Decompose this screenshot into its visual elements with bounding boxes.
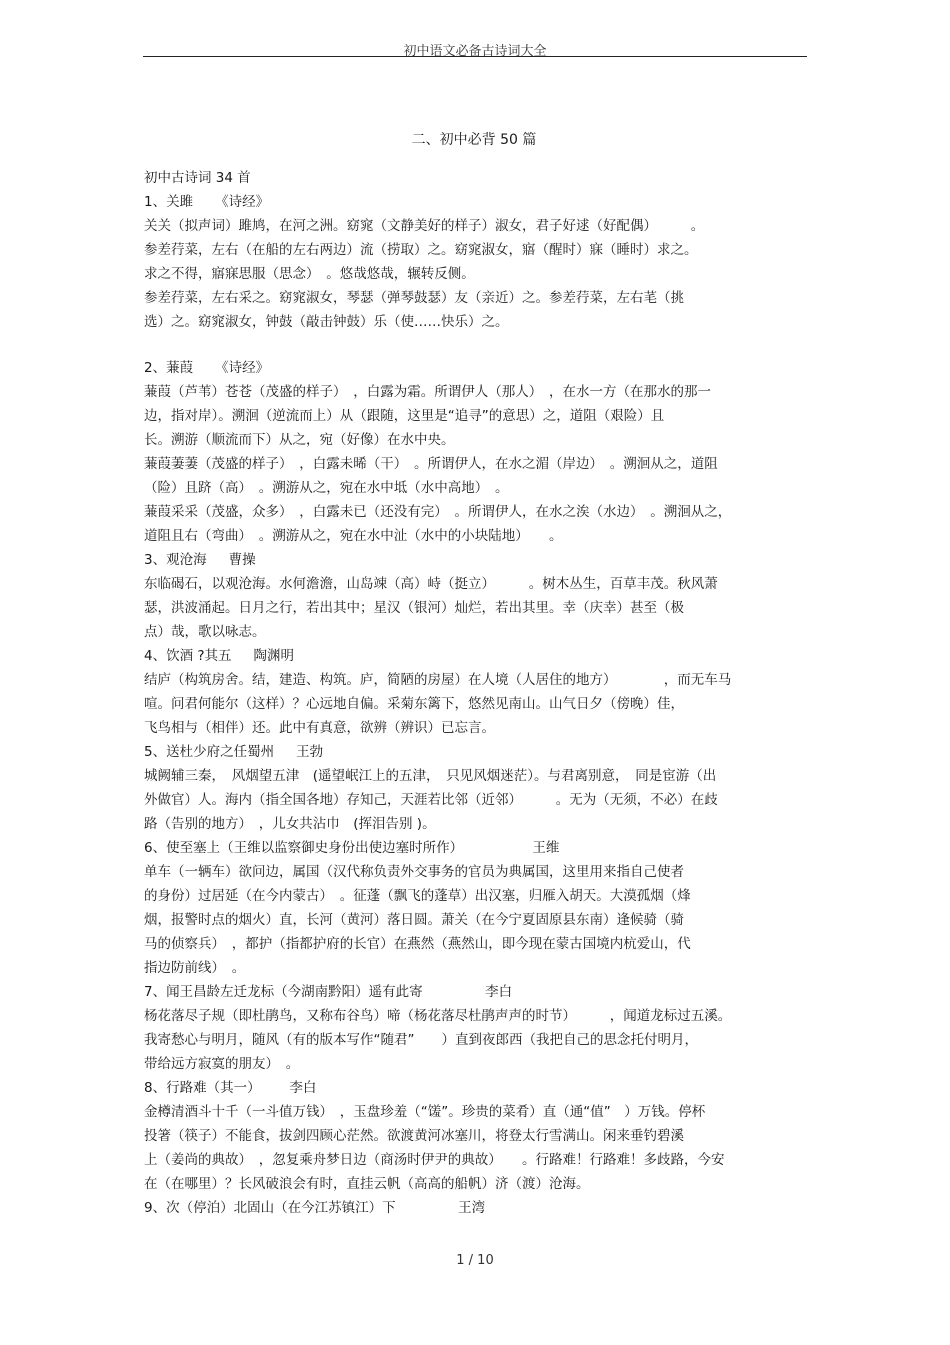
poem-heading xyxy=(144,644,804,668)
poem-line: 杨花落尽子规（即杜鹃鸟，又称布谷鸟）啼（杨花落尽杜鹃声声的时节） ，闻道龙标过五溪。 xyxy=(144,1008,732,1024)
poem-line: 瑟，洪波涌起。日月之行，若出其中；星汉（银河）灿烂，若出其里。幸（庆幸）甚至（极 xyxy=(144,600,684,616)
poem-line: （险）且跻（高） 。溯游从之，宛在水中坻（水中高地） 。 xyxy=(144,480,509,496)
poem-line: 外做官）人。海内（指全国各地）存知己，天涯若比邻（近邻） 。无为（无须，不必）在歧 xyxy=(144,792,718,808)
document-body xyxy=(144,128,804,1220)
poem-author: 曹操 xyxy=(228,552,256,568)
poem-heading xyxy=(144,740,804,764)
poem-heading xyxy=(144,356,804,380)
poem-title: 8、行路难（其一） xyxy=(144,1080,254,1096)
poem-line: 参差荇菜，左右（在船的左右两边）流（捞取）之。窈窕淑女，寤（醒时）寐（睡时）求之。 xyxy=(144,242,698,258)
poem-block xyxy=(144,740,804,836)
page-header: 初中语文必备古诗词大全 xyxy=(403,44,547,59)
poem-line: 长。溯游（顺流而下）从之，宛（好像）在水中央。 xyxy=(144,432,455,448)
poem-block xyxy=(144,836,804,980)
poem-line: 上（姜尚的典故） ，忽复乘舟梦日边（商汤时伊尹的典故） 。行路难！行路难！多歧路，今安 xyxy=(144,1152,725,1168)
poem-line: 蒹葭（芦苇）苍苍（茂盛的样子） ，白露为霜。所谓伊人（那人） ，在水一方（在那水的那一 xyxy=(144,384,711,400)
poem-block xyxy=(144,1076,804,1196)
poem-title: 4、饮酒 ?其五 xyxy=(144,648,232,664)
poem-line: 结庐（构筑房舍。结，建造、构筑。庐，简陋的房屋）在人境（人居住的地方） ，而无车马 xyxy=(144,672,732,688)
poem-line: 关关（拟声词）雎鸠，在河之洲。窈窕（文静美好的样子）淑女，君子好逑（好配偶） 。 xyxy=(144,218,705,234)
poem-author: 《诗经》 xyxy=(215,194,270,210)
poem-line: 求之不得，寤寐思服（思念） 。悠哉悠哉，辗转反侧。 xyxy=(144,266,475,282)
poem-line: 参差荇菜，左右采之。窈窕淑女，琴瑟（弹琴鼓瑟）友（亲近）之。参差荇菜，左右芼（挑 xyxy=(144,290,684,306)
poem-title: 2、蒹葭 xyxy=(144,360,194,376)
poem-list xyxy=(144,190,804,1220)
section-title: 二、初中必背 50 篇 xyxy=(411,132,537,148)
poem-author: 王勃 xyxy=(296,744,324,760)
poem-heading xyxy=(144,836,804,860)
poem-author: 李白 xyxy=(275,1080,317,1096)
poem-block xyxy=(144,644,804,740)
poem-line: 城阙辅三秦， 风烟望五津 (遥望岷江上的五津， 只见风烟迷茫）。与君离别意， 同是宦游（出 xyxy=(144,768,717,784)
poem-line: 金樽清酒斗十千（一斗值万钱） ，玉盘珍羞（“馐”。珍贵的菜肴）直（通“值” ）万钱。停杯 xyxy=(144,1104,706,1120)
poem-line: 的身份）过居延（在今内蒙古） 。征蓬（飘飞的蓬草）出汉塞，归雁入胡天。大漠孤烟（烽 xyxy=(144,888,691,904)
poem-line: 马的侦察兵） ，都护（指都护府的长官）在燕然（燕然山，即今现在蒙古国境内杭爱山，代 xyxy=(144,936,691,952)
poem-title: 5、送杜少府之任蜀州 xyxy=(144,744,275,760)
poem-heading xyxy=(144,980,804,1004)
poem-heading xyxy=(144,1076,804,1100)
poem-line: 道阻且右（弯曲） 。溯游从之，宛在水中沚（水中的小块陆地） 。 xyxy=(144,528,563,544)
poem-title: 1、关雎 xyxy=(144,194,194,210)
poem-line: 我寄愁心与明月，随风（有的版本写作“随君” ）直到夜郎西（我把自己的思念托付明月， xyxy=(144,1032,698,1048)
poem-block xyxy=(144,548,804,644)
poem-block xyxy=(144,1196,804,1220)
poem-author: 《诗经》 xyxy=(215,360,270,376)
poem-block xyxy=(144,190,804,334)
poem-line: 蒹葭萋萋（茂盛的样子） ，白露未晞（干） 。所谓伊人，在水之湄（岸边） 。溯洄从之，道阻 xyxy=(144,456,718,472)
poem-line: 蒹葭采采（茂盛，众多） ，白露未已（还没有完） 。所谓伊人，在水之涘（水边） 。溯洄从之， xyxy=(144,504,732,520)
poem-line: 飞鸟相与（相伴）还。此中有真意，欲辨（辨识）已忘言。 xyxy=(144,720,495,736)
poem-line: 在（在哪里）？长风破浪会有时，直挂云帆（高高的船帆）济（渡）沧海。 xyxy=(144,1176,590,1192)
poem-heading xyxy=(144,190,804,214)
poem-line: 东临碣石，以观沧海。水何澹澹，山岛竦（高）峙（挺立） 。树木丛生，百草丰茂。秋风萧 xyxy=(144,576,718,592)
poem-block xyxy=(144,356,804,548)
poem-title: 7、闻王昌龄左迁龙标（今湖南黔阳）遥有此寄 xyxy=(144,984,423,1000)
poem-title: 3、观沧海 xyxy=(144,552,207,568)
poem-author: 李白 xyxy=(444,984,513,1000)
poem-block xyxy=(144,980,804,1076)
poem-line: 选）之。窈窕淑女，钟鼓（敲击钟鼓）乐（使……快乐）之。 xyxy=(144,314,509,330)
poem-line: 指边防前线） 。 xyxy=(144,960,246,976)
header-divider xyxy=(143,56,807,57)
poem-title: 9、次（停泊）北固山（在今江苏镇江）下 xyxy=(144,1200,396,1216)
page-number: 1 / 10 xyxy=(456,1253,494,1268)
poem-heading xyxy=(144,548,804,572)
poem-line: 喧。问君何能尔（这样）？心远地自偏。采菊东篱下，悠然见南山。山气日夕（傍晚）佳， xyxy=(144,696,684,712)
poem-line: 投箸（筷子）不能食，拔剑四顾心茫然。欲渡黄河冰塞川，将登太行雪满山。闲来垂钓碧溪 xyxy=(144,1128,684,1144)
poem-line: 单车（一辆车）欲问边，属国（汉代称负责外交事务的官员为典属国，这里用来指自己使者 xyxy=(144,864,684,880)
poem-author: 陶渊明 xyxy=(253,648,295,664)
poem-line: 边，指对岸）。溯洄（逆流而上）从（跟随，这里是“追寻”的意思）之，道阻（艰险）且 xyxy=(144,408,665,424)
poem-line: 带给远方寂寞的朋友） 。 xyxy=(144,1056,300,1072)
subheading: 初中古诗词 34 首 xyxy=(144,170,251,186)
poem-line: 点）哉，歌以咏志。 xyxy=(144,624,266,640)
poem-title: 6、使至塞上（王维以监察御史身份出使边塞时所作） xyxy=(144,840,457,856)
poem-author: 王维 xyxy=(478,840,560,856)
poem-author: 王湾 xyxy=(417,1200,486,1216)
poem-line: 路（告别的地方） ，儿女共沾巾 (挥泪告别 )。 xyxy=(144,816,436,832)
poem-heading xyxy=(144,1196,804,1220)
poem-line: 烟，报警时点的烟火）直，长河（黄河）落日圆。萧关（在今宁夏固原县东南）逢候骑（骑 xyxy=(144,912,684,928)
